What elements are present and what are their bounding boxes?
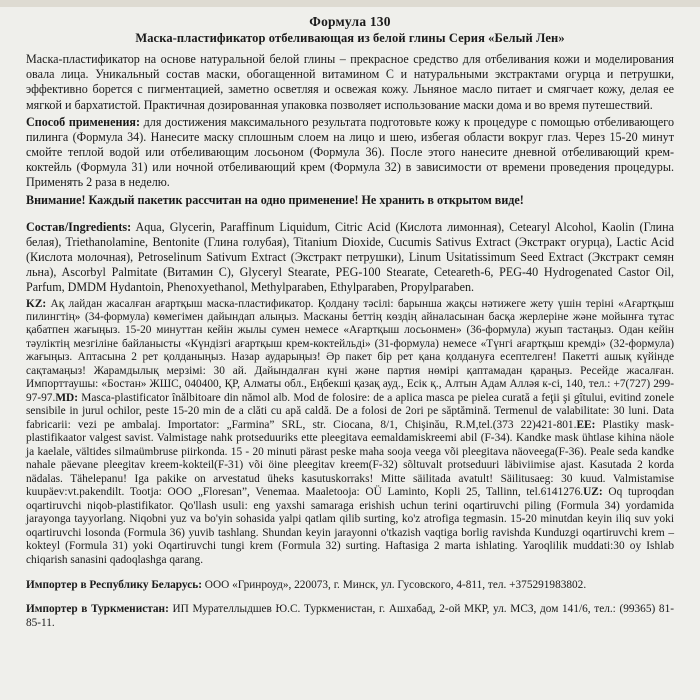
importer-belarus-text: ООО «Гринроуд», 220073, г. Минск, ул. Гусовского, 4-811, тел. +375291983802.: [201, 578, 587, 591]
formula-code: Формула 130: [309, 14, 391, 29]
ee-label: EE:: [576, 418, 596, 431]
kz-text: Ақ лайдан жасалған ағартқыш маска-пластификатор. Қолдану тәсілі: барынша жақсы нәтижеге жету үшін теріні «Ағартқыш пилингтің» (34-формула) көмегімен дайындап алыңыз. Масканы беттің көздің айналасынан басқа жерлеріне және мойынға тұтас қабатпен жағыңыз. 15-20 минуттан кейін жылы сумен немесе «Ағартқыш лосьонмен» (36-формула) жуып тастаңыз. Одан кейін тәулiктiң мезгiлiне байланысты «Күндізгі ағартқыш крем-коктейльдi» (31-формула) немесе «Түнгi ағартқыш кремдi» (32-формула) жағыңыз. Аптасына 2 рет қолданыңыз. Назар аударыңыз! Әр пакет бiр рет қана қолдануға есептелген! Пакеттi ашық күйiнде сақтамаңыз! Жарамдылық мерзiмi: 30 ай. Дайындалған күнi және партия нөмiрi қаптамадан қараңыз. Ресейде жасалған. Импорттаушы: «Бостан» ЖШС, 040400, ҚР, Алматы обл., Еңбекшi қазақ ауд., Есiк қ., Алтын Адам Алләя к-сi, 140, тел.: +7(727) 299-97-97.: [26, 297, 674, 404]
intro-paragraph: Маска-пластификатор на основе натуральной белой глины – прекрасное средство для отбеливания кожи и моделирования овала лица. Уникальный состав маски, обогащенной витамином С и натуральными экстрактами огурца и петрушки, эффективно борется с пигментацией, заметно осветляя и освежая кожу. Льняное масло питает и смягчает кожу, делая ее мягкой и бархатистой. Практичная дозированная упаковка позволяет использование маски дома и во время путешествий.: [26, 52, 674, 112]
kz-paragraph: [26, 298, 674, 568]
warning-text: Внимание! Каждый пакетик рассчитан на одно применение! Не хранить в открытом виде!: [26, 192, 524, 207]
uz-label: UZ:: [583, 486, 603, 499]
importer-belarus-label: Импортер в Республику Беларусь:: [26, 578, 202, 591]
ee-text: Plastiky mask- plastifikaator valgest savist. Valmistage nahk protseduuriks ette pleegitava eemaldamiskreemi abil (F-34). Kandke mask ühtlase kihina näole ja kaelale, vältides silmaümbruse piirkonda. 15 - 20 minuti pärast peske maha sooja veega või pleegitava näoveega(F-36). Peale seda kandke nahale päevane pleegitav kreem-kokteil(F-31) või öine pleegitav kreem(F-32) sõltuvalt protseduuri läbiviimise ajast. Kasutada 2 korda nädalas. Tähelepanu! Iga pakike on arvestatud üheks kasutuskorraks! Mitte säilitada avatult! Säilitusaeg: 30 kuud. Valmistamise kuupäev:vt.pakendilt. Tootja: ООО „Floresan”, Venemaa. Maaletooja: OÜ Laminto, Kopli 25, Tallinn, tel.6141276.: [26, 418, 674, 499]
importer-turkmenistan: [26, 603, 674, 630]
md-text: Masca-plastificator înălbitoare din nămol alb. Mod de folosire: de a aplica masca pe pielea curată a feţii şi gîtului, evitind zonele sensibile in jurul ochilor, peste 15-20 min de a clăti cu apă caldă. De a folosi de 2ori pe săptămină. Termenul de valabilitate: 30 luni. Data fabricarii: vezi pe ambalaj. Importator: „Farmina” SRL, str. Ciocana, 8/1, Chişinău, R.M,tel.(373 22)421-801.: [26, 391, 674, 431]
uz-text: Oq tuproqdan oqartiruvchi niqob-plastifikator. Qo'llash usuli: eng yaxshi samaraga erishish uchun terini oqartiruvchi piling (Formula 34) yordamida jarayonga tayyorlang. Niqobni yuz va bo'yin sohasida yalpi qatlam qilib surting, ko'z atrofiga tegmasin. 15-20 minutdan keyin iliq suv yoki oqartiruvchi losonda (Formula 36) yuvib tashlang. Shundan keyin jarayonni o'tkazish vaqtiga borlig ravishda Kunduzgi oqartiruvchi krem – kokteyl (Formula 31) yoki Oqartiruvchi tungi krem (Formula 32) surting. Haftasiga 2 marta ishlating. Yaroqlilik muddati:30 oy Ishlab chiqarish sanasini qadoqlashga qarang.: [26, 486, 674, 566]
importer-belarus: [26, 579, 674, 592]
importer-turkmenistan-label: Импортер в Туркменистан:: [26, 603, 169, 616]
ingredients-label: Состав/Ingredients:: [26, 219, 132, 234]
ingredients-paragraph: [26, 220, 674, 296]
title-block: [26, 14, 674, 46]
usage-text: для достижения максимального результата подготовьте кожу к процедуре с помощью отбеливающего пилинга (Формула 34). Нанесите маску сплошным слоем на лицо и шею, избегая области вокруг глаз. Через 15-20 минут смойте теплой водой или отбеливающим лосьоном (Формула 36). После этого нанесите дневной отбеливающий крем-коктейль (Формула 31) или ночной отбеливающий крем (Формула 32) в зависимости от времени проведения процедуры. Применять 2 раза в неделю.: [26, 114, 675, 190]
md-label: MD:: [55, 391, 78, 404]
product-title: Маска-пластификатор отбеливающая из белой глины Серия «Белый Лен»: [135, 31, 565, 45]
ingredients-text: Aqua, Glycerin, Paraffinum Liquidum, Citric Acid (Кислота лимонная), Cetearyl Alcohol, Kaolin (Глина белая), Triethanolamine, Bentonite (Глина голубая), Titanium Dioxide, Cucumis Sativus Extract (Экстракт огурца), Lactic Acid (Кислота молочная), Petroselinum Sativum Extract (Экстракт петрушки), Linum Usitatissimum Seed Extract (Экстракт семян льна), Ascorbyl Palmitate (Витамин С), Glyceryl Stearate, PEG-100 Stearate, Ceteareth-6, PEG-40 Hydrogenated Castor Oil, Parfum, DMDM Hydantoin, Phenoxyethanol, Methylparaben, Ethylparaben, Propylparaben.: [26, 219, 674, 295]
usage-paragraph: [26, 115, 674, 191]
top-edge-strip: [0, 0, 700, 7]
usage-label: Способ применения:: [26, 114, 140, 129]
importer-turkmenistan-text: ИП Мурателлыдшев Ю.С. Туркменистан, г. Ашхабад, 2-ой МКР, ул. МСЗ, дом 141/6, тел.: (99365) 81-85-11.: [26, 603, 674, 629]
kz-label: KZ:: [26, 297, 47, 310]
